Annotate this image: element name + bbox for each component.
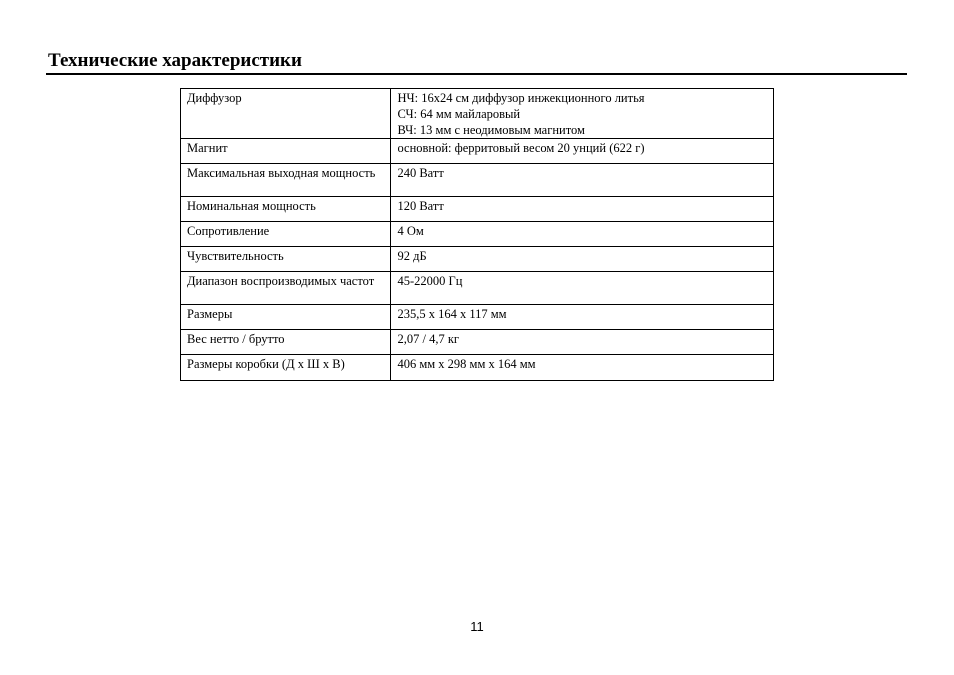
page-title: Технические характеристики [48, 50, 302, 71]
spec-value-line: СЧ: 64 мм майларовый [397, 107, 521, 121]
spec-name: Диффузор [181, 89, 391, 139]
spec-value [391, 222, 774, 247]
table-row [181, 197, 774, 222]
spec-value [391, 164, 774, 197]
spec-value [391, 330, 774, 355]
spec-value-line: 45-22000 Гц [397, 274, 463, 288]
spec-value-line: 120 Ватт [397, 199, 444, 213]
spec-value [391, 197, 774, 222]
table-row [181, 164, 774, 197]
spec-value-line: 406 мм х 298 мм х 164 мм [397, 357, 536, 371]
spec-name: Вес нетто / брутто [181, 330, 391, 355]
table-row [181, 222, 774, 247]
table-row [181, 272, 774, 305]
spec-value-line: НЧ: 16х24 см диффузор инжекционного литья [397, 91, 645, 105]
spec-name: Диапазон воспроизводимых частот [181, 272, 391, 305]
spec-name: Сопротивление [181, 222, 391, 247]
spec-value-line: ВЧ: 13 мм с неодимовым магнитом [397, 123, 585, 137]
specifications-table [180, 88, 774, 381]
table-row [181, 355, 774, 381]
spec-value [391, 247, 774, 272]
spec-value-line: 4 Ом [397, 224, 424, 238]
spec-value-line: 92 дБ [397, 249, 427, 263]
table-row [181, 139, 774, 164]
spec-name: Размеры коробки (Д х Ш х В) [181, 355, 391, 381]
spec-name: Размеры [181, 305, 391, 330]
spec-name: Максимальная выходная мощность [181, 164, 391, 197]
spec-value [391, 272, 774, 305]
spec-value-line: 2,07 / 4,7 кг [397, 332, 460, 346]
spec-value-line: 235,5 х 164 х 117 мм [397, 307, 507, 321]
table-row [181, 247, 774, 272]
spec-name: Номинальная мощность [181, 197, 391, 222]
spec-value [391, 89, 774, 139]
spec-value-line: основной: ферритовый весом 20 унций (622 г) [397, 141, 645, 155]
spec-name: Чувствительность [181, 247, 391, 272]
spec-value-line: 240 Ватт [397, 166, 444, 180]
spec-value [391, 305, 774, 330]
spec-name: Магнит [181, 139, 391, 164]
table-row [181, 330, 774, 355]
table-row [181, 89, 774, 139]
spec-value [391, 139, 774, 164]
page-number: 11 [470, 619, 484, 634]
spec-value [391, 355, 774, 381]
table-row [181, 305, 774, 330]
title-underline [46, 73, 907, 75]
